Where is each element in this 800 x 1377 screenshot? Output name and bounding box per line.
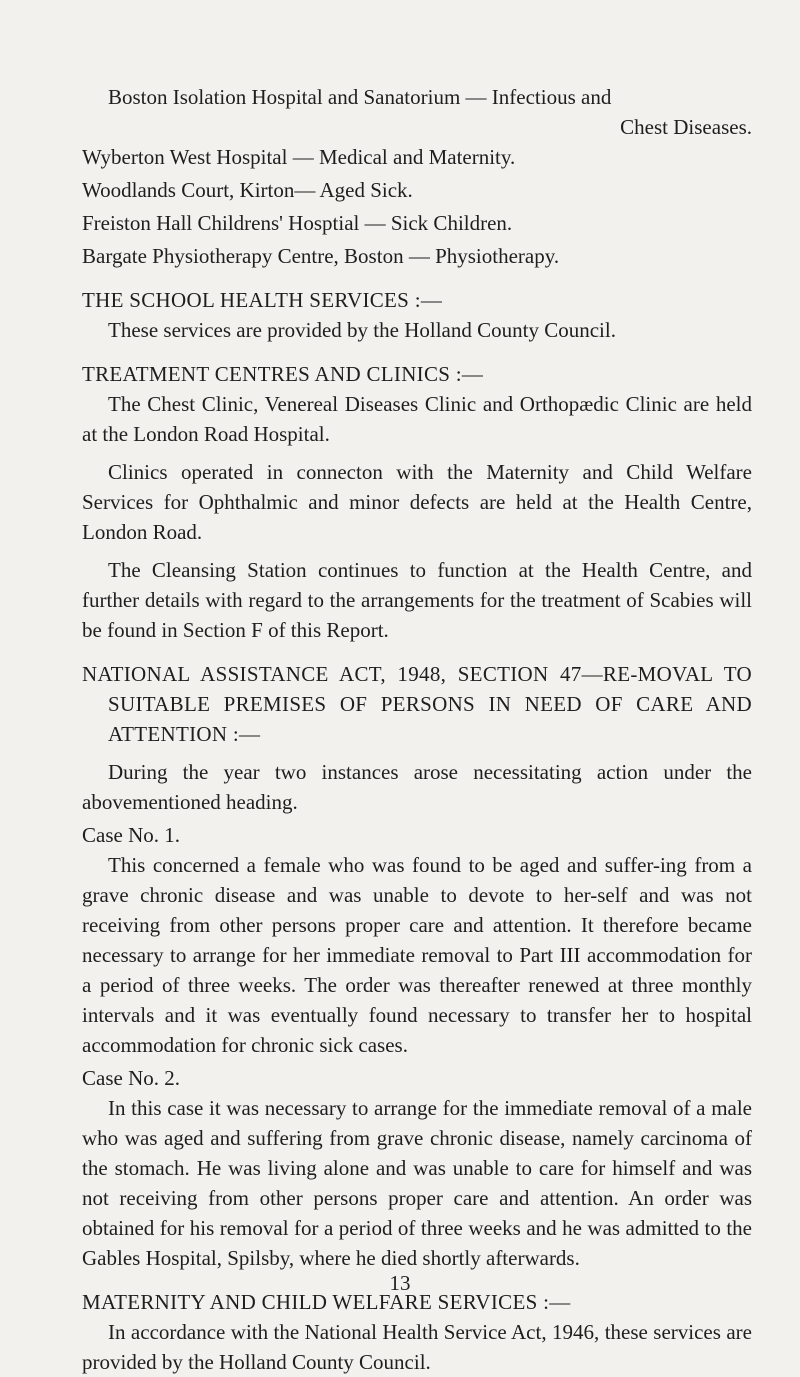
maternity-section: [82, 1287, 752, 1377]
school-health-section: [82, 285, 752, 345]
section-heading: TREATMENT CENTRES AND CLINICS :—: [82, 362, 484, 386]
hospital-line-wyberton: Wyberton West Hospital — Medical and Maternity.: [82, 145, 516, 169]
paragraph: The Chest Clinic, Venereal Diseases Clinic and Orthopædic Clinic are held at the London Road Hospital.: [82, 392, 752, 446]
section-heading: THE SCHOOL HEALTH SERVICES :—: [82, 288, 443, 312]
treatment-centres-section: [82, 359, 752, 645]
national-assistance-section: [82, 659, 752, 1273]
case-label: Case No. 2.: [82, 1066, 180, 1090]
paragraph: In accordance with the National Health Service Act, 1946, these services are provided by the Holland County Council.: [82, 1320, 752, 1374]
case-label: Case No. 1.: [82, 823, 180, 847]
hospital-line-freiston: Freiston Hall Childrens' Hosptial — Sick Children.: [82, 211, 513, 235]
paragraph: In this case it was necessary to arrange for the immediate removal of a male who was aged and suffering from grave chronic disease, namely carcinoma of the stomach. He was living alone and was unable to care for himself and was not receiving from other persons proper care and attention. An order was obtained for his removal for a period of three weeks and he was admitted to the Gables Hospital, Spilsby, where he died shortly afterwards.: [82, 1096, 752, 1270]
hospitals-list: [82, 82, 752, 271]
hospital-line-boston-isolation: Boston Isolation Hospital and Sanatorium — Infectious and: [108, 85, 612, 109]
section-heading: MATERNITY AND CHILD WELFARE SERVICES :—: [82, 1290, 571, 1314]
section-heading: NATIONAL ASSISTANCE ACT, 1948, SECTION 47—RE-MOVAL TO SUITABLE PREMISES OF PERSONS IN NEED OF CARE AND ATTENTION :—: [82, 662, 752, 746]
page-number: 13: [389, 1271, 411, 1295]
page-body: [82, 82, 752, 1377]
paragraph: This concerned a female who was found to be aged and suffer-ing from a grave chronic disease and was unable to devote to her-self and was not receiving from other persons proper care and attention. It therefore became necessary to arrange for her immediate removal to Part III accommodation for a period of three weeks. The order was thereafter renewed at three monthly intervals and it was eventually found necessary to transfer her to hospital accommodation for chronic sick cases.: [82, 853, 752, 1057]
paragraph: During the year two instances arose necessitating action under the abovementioned heading.: [82, 760, 752, 814]
paragraph: The Cleansing Station continues to function at the Health Centre, and further details with regard to the arrangements for the treatment of Scabies will be found in Section F of this Report.: [82, 558, 752, 642]
paragraph: These services are provided by the Holland County Council.: [108, 318, 616, 342]
hospital-line-bargate: Bargate Physiotherapy Centre, Boston — Physiotherapy.: [82, 244, 560, 268]
paragraph: Clinics operated in connecton with the Maternity and Child Welfare Services for Ophthalmic and minor defects are held at the Health Centre, London Road.: [82, 460, 752, 544]
hospital-line-boston-isolation-continued: Chest Diseases.: [620, 115, 752, 139]
hospital-line-woodlands: Woodlands Court, Kirton— Aged Sick.: [82, 178, 413, 202]
